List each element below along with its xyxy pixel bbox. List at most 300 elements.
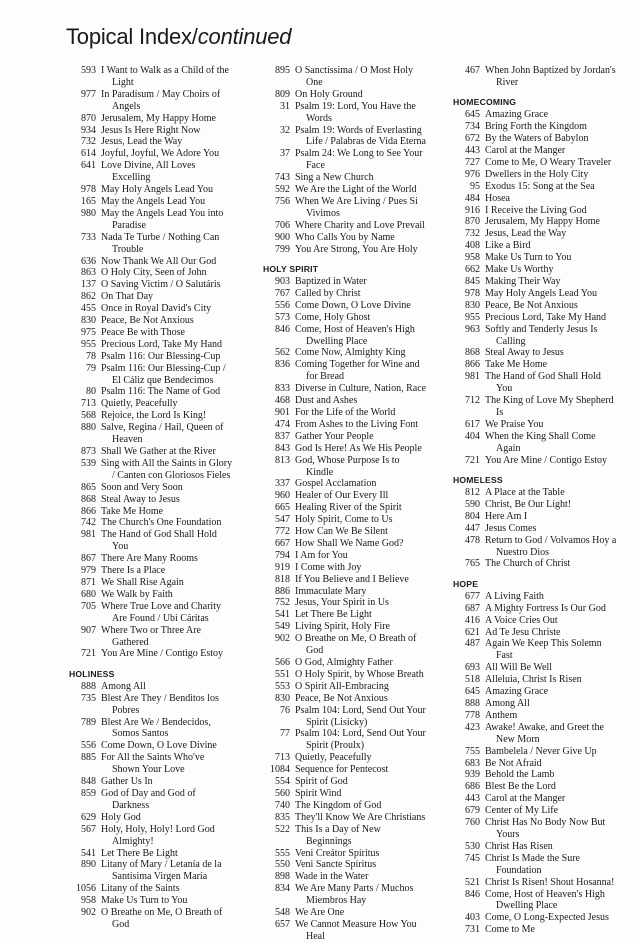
hymn-title-continuation: for Bread (306, 371, 345, 383)
hymn-title (100, 363, 246, 387)
index-column-3 (452, 65, 630, 936)
index-entry (262, 586, 440, 598)
hymn-title (484, 276, 630, 288)
hymn-number: 687 (465, 602, 480, 614)
hymn-title-continuation: Excelling (112, 172, 151, 184)
hymn-number: 735 (81, 692, 96, 704)
hymn-title-continuation: Somos Santos (112, 728, 169, 740)
index-entry (262, 478, 440, 490)
hymn-title (294, 669, 440, 681)
index-entry (262, 65, 440, 89)
index-entry (262, 705, 440, 729)
hymn-title (100, 907, 246, 931)
hymn-title-line: There Is a Place (101, 565, 166, 577)
index-column-1 (68, 65, 246, 931)
index-entry (452, 133, 630, 145)
hymn-title (484, 431, 630, 455)
section-heading: HOPE (453, 578, 479, 589)
hymn-number: 80 (86, 386, 96, 398)
hymn-title (100, 848, 246, 860)
hymn-number: 760 (465, 817, 480, 829)
hymn-number: 955 (81, 338, 96, 350)
index-entry (68, 422, 246, 446)
hymn-number: 809 (275, 88, 290, 100)
hymn-title (484, 499, 630, 511)
hymn-title (294, 431, 440, 443)
hymn-number: 554 (275, 776, 290, 788)
index-entry (262, 848, 440, 860)
hymn-title-line: Again We Keep This Solemn (485, 638, 602, 650)
hymn-number: 539 (81, 457, 96, 469)
hymn-number: 77 (280, 728, 290, 740)
hymn-title-line: How Shall We Name God? (295, 537, 404, 549)
hymn-title (294, 455, 440, 479)
hymn-title (294, 196, 440, 220)
hymn-title-line: Precious Lord, Take My Hand (101, 338, 223, 350)
hymn-title (294, 101, 440, 125)
hymn-number: 980 (81, 207, 96, 219)
hymn-title-continuation: Foundation (496, 864, 542, 876)
hymn-title-line: Jesus, Lead the Way (485, 228, 567, 240)
index-entry (68, 267, 246, 279)
hymn-title-line: God of Day and God of (101, 787, 196, 799)
index-entry (68, 601, 246, 625)
index-entry (452, 523, 630, 535)
hymn-title-continuation: One (306, 76, 323, 88)
index-entry (262, 184, 440, 196)
hymn-number: 830 (81, 315, 96, 327)
hymn-title-line: Take Me Home (485, 359, 548, 371)
index-entry (452, 121, 630, 133)
index-entry (262, 288, 440, 300)
hymn-title (294, 407, 440, 419)
hymn-title-continuation: Words (306, 112, 332, 124)
hymn-number: 740 (275, 799, 290, 811)
hymn-title (100, 458, 246, 482)
hymn-title-continuation: Dwelling Place (496, 900, 558, 912)
hymn-number: 755 (465, 745, 480, 757)
hymn-number: 37 (280, 148, 290, 160)
hymn-title (294, 764, 440, 776)
hymn-title (294, 443, 440, 455)
index-entry (452, 487, 630, 499)
hymn-title (100, 482, 246, 494)
hymn-title (100, 327, 246, 339)
hymn-title (294, 800, 440, 812)
hymn-number: 902 (81, 907, 96, 919)
hymn-title-line: O Holy City, Seen of John (101, 267, 207, 279)
hymn-title-line: Litany of the Saints (101, 883, 180, 895)
hymn-title-line: Joyful, Joyful, We Adore You (101, 148, 220, 160)
index-entry (452, 264, 630, 276)
hymn-title (294, 395, 440, 407)
hymn-title (100, 160, 246, 184)
hymn-number: 731 (465, 924, 480, 936)
hymn-number: 686 (465, 781, 480, 793)
index-entry (452, 758, 630, 770)
hymn-number: 979 (81, 565, 96, 577)
hymn-title-continuation: Spirit (Lisicky) (306, 716, 368, 728)
index-entry (68, 517, 246, 529)
index-entry (452, 722, 630, 746)
hymn-title-line: Healer of Our Every Ill (295, 490, 389, 502)
index-entry (452, 615, 630, 627)
hymn-number: 743 (275, 172, 290, 184)
hymn-title-line: Dust and Ashes (295, 395, 358, 407)
index-entry (68, 315, 246, 327)
index-entry (262, 788, 440, 800)
hymn-title-line: Holy Spirit, Come to Us (295, 514, 393, 526)
hymn-title (484, 627, 630, 639)
hymn-number: 672 (465, 133, 480, 145)
hymn-number: 963 (465, 323, 480, 335)
index-entry (452, 912, 630, 924)
index-entry (262, 824, 440, 848)
index-entry (452, 252, 630, 264)
hymn-title-line: On Holy Ground (295, 88, 363, 100)
hymn-number: 549 (275, 621, 290, 633)
hymn-number: 683 (465, 757, 480, 769)
index-entry (262, 347, 440, 359)
hymn-title (484, 638, 630, 662)
hymn-number: 573 (275, 311, 290, 323)
hymn-title (294, 574, 440, 586)
hymn-number: 547 (275, 514, 290, 526)
hymn-title-line: They'll Know We Are Christians (295, 811, 426, 823)
hymn-number: 934 (81, 124, 96, 136)
hymn-title-line: You Are Mine / Contigo Estoy (485, 454, 608, 466)
index-entry (452, 181, 630, 193)
hymn-title (294, 597, 440, 609)
hymn-number: 727 (465, 156, 480, 168)
hymn-title-line: God Is Here! As We His People (295, 442, 422, 454)
hymn-title-line: Quietly, Peacefully (101, 398, 178, 410)
hymn-number: 541 (275, 609, 290, 621)
hymn-number: 705 (81, 600, 96, 612)
index-entry (262, 148, 440, 172)
hymn-number: 916 (465, 204, 480, 216)
index-entry (452, 591, 630, 603)
index-entry (262, 455, 440, 479)
hymn-title-line: Gather Your People (295, 430, 374, 442)
hymn-number: 978 (465, 287, 480, 299)
index-entry (68, 136, 246, 148)
hymn-title-line: This Is a Day of New (295, 823, 381, 835)
index-entry (68, 529, 246, 553)
hymn-title (294, 871, 440, 883)
hymn-title (484, 853, 630, 877)
hymn-title (100, 291, 246, 303)
hymn-title (484, 347, 630, 359)
hymn-number: 679 (465, 805, 480, 817)
index-entry (68, 184, 246, 196)
index-entry (262, 562, 440, 574)
index-entry (452, 169, 630, 181)
hymn-title-line: I Come with Joy (295, 561, 362, 573)
hymn-title-line: Come, Host of Heaven's High (485, 888, 605, 900)
hymn-number: 843 (275, 442, 290, 454)
hymn-title (484, 924, 630, 936)
hymn-number: 408 (465, 240, 480, 252)
index-entry (262, 502, 440, 514)
hymn-title (484, 395, 630, 419)
index-entry (452, 710, 630, 722)
hymn-title-line: O God, Almighty Father (295, 657, 393, 668)
hymn-title (294, 526, 440, 538)
hymn-title (100, 752, 246, 776)
hymn-title (294, 244, 440, 256)
section-heading: HOLY SPIRIT (263, 264, 319, 275)
page-title (66, 24, 291, 50)
index-entry (262, 244, 440, 256)
hymn-title (100, 812, 246, 824)
hymn-title (100, 315, 246, 327)
hymn-title-line: Come, Holy Ghost (295, 311, 371, 323)
hymn-title-line: Steal Away to Jesus (101, 493, 180, 505)
hymn-number: 745 (465, 852, 480, 864)
hymn-title (294, 359, 440, 383)
hymn-number: 487 (465, 638, 480, 650)
hymn-title (294, 514, 440, 526)
hymn-title (294, 776, 440, 788)
hymn-title (294, 490, 440, 502)
index-entry (68, 895, 246, 907)
hymn-number: 713 (81, 398, 96, 410)
hymn-title-line: Sequence for Pentecost (295, 764, 389, 776)
hymn-number: 474 (275, 418, 290, 430)
hymn-number: 804 (465, 510, 480, 522)
hymn-title (100, 601, 246, 625)
hymn-title-line: We Are the Light of the World (295, 184, 417, 196)
index-entry (262, 752, 440, 764)
hymn-title-line: I Am for You (295, 549, 348, 561)
hymn-number: 846 (275, 323, 290, 335)
hymn-title-continuation: You (112, 541, 129, 553)
hymn-number: 467 (465, 65, 480, 76)
index-entry (68, 410, 246, 422)
index-entry (262, 859, 440, 871)
hymn-title (294, 232, 440, 244)
hymn-title-continuation: Gathered (112, 636, 149, 648)
index-entry (262, 633, 440, 657)
hymn-number: 888 (465, 698, 480, 709)
index-entry (262, 812, 440, 824)
hymn-title-line: Amazing Grace (485, 109, 549, 121)
index-entry (68, 848, 246, 860)
index-entry (262, 597, 440, 609)
hymn-title-line: Amazing Grace (485, 686, 549, 698)
index-entry (68, 883, 246, 895)
hymn-title-line: Living Spirit, Holy Fire (295, 621, 390, 633)
hymn-title (484, 746, 630, 758)
hymn-number: 836 (275, 359, 290, 371)
hymn-title (294, 312, 440, 324)
hymn-title (294, 609, 440, 621)
hymn-title-line: Here Am I (485, 510, 528, 522)
index-entry (452, 817, 630, 841)
index-entry (452, 686, 630, 698)
hymn-title (294, 812, 440, 824)
hymn-title-line: When the King Shall Come (485, 430, 596, 442)
hymn-title-line: From Ashes to the Living Font (295, 418, 419, 430)
hymn-number: 830 (465, 299, 480, 311)
hymn-number: 830 (275, 692, 290, 704)
hymn-number: 521 (465, 876, 480, 888)
hymn-number: 403 (465, 912, 480, 924)
hymn-title-line: Psalm 116: The Name of God (101, 386, 221, 398)
hymn-number: 895 (275, 65, 290, 76)
hymn-title-continuation: Again (496, 442, 521, 454)
index-entry (452, 511, 630, 523)
hymn-title-line: Spirit of God (295, 776, 348, 788)
index-entry (68, 717, 246, 741)
hymn-title-line: By the Waters of Babylon (485, 133, 589, 145)
hymn-title-continuation: Almighty! (112, 835, 154, 847)
index-entry (262, 728, 440, 752)
hymn-number: 888 (81, 680, 96, 692)
hymn-title-line: Psalm 104: Lord, Send Out Your (295, 704, 426, 716)
index-entry (68, 89, 246, 113)
hymn-title (484, 312, 630, 324)
hymn-title (100, 506, 246, 518)
section-heading: HOMELESS (453, 475, 503, 486)
hymn-title (484, 511, 630, 523)
hymn-number: 834 (275, 883, 290, 895)
hymn-title (100, 859, 246, 883)
hymn-title-line: I Want to Walk as a Child of the (101, 65, 229, 76)
hymn-number: 846 (465, 888, 480, 900)
index-entry (452, 746, 630, 758)
index-entry (452, 312, 630, 324)
hymn-title-line: We Cannot Measure How You (295, 918, 417, 930)
index-entry (452, 499, 630, 511)
hymn-number: 813 (275, 454, 290, 466)
hymn-title (100, 113, 246, 125)
hymn-title-line: A Living Faith (485, 590, 544, 602)
hymn-title (484, 769, 630, 781)
hymn-title-line: Bring Forth the Kingdom (485, 121, 587, 133)
index-entry (262, 359, 440, 383)
hymn-title (484, 535, 630, 559)
hymn-number: 32 (280, 124, 290, 136)
index-entry (68, 363, 246, 387)
hymn-title (484, 781, 630, 793)
hymn-title (294, 125, 440, 149)
hymn-title (294, 859, 440, 871)
hymn-number: 551 (275, 668, 290, 680)
hymn-number: 677 (465, 590, 480, 602)
index-entry (452, 558, 630, 570)
index-entry (452, 805, 630, 817)
hymn-number: 665 (275, 502, 290, 514)
index-entry (68, 160, 246, 184)
hymn-number: 31 (280, 100, 290, 112)
hymn-title (294, 752, 440, 764)
hymn-title-line: Diverse in Culture, Nation, Race (295, 383, 427, 395)
hymn-title-line: All Will Be Well (485, 662, 553, 674)
hymn-number: 455 (81, 303, 96, 315)
index-entry (68, 648, 246, 660)
hymn-title-line: The Hand of God Shall Hold (101, 529, 217, 541)
hymn-title-line: Blest Be the Lord (485, 781, 556, 793)
hymn-title-line: The Church of Christ (485, 558, 571, 570)
hymn-title-line: O Saving Victim / O Salutáris (101, 279, 221, 291)
index-entry (68, 506, 246, 518)
hymn-title-line: Salve, Regina / Hail, Queen of (101, 422, 224, 434)
index-entry (262, 172, 440, 184)
hymn-number: 863 (81, 267, 96, 279)
hymn-title-line: Christ, Be Our Light! (485, 498, 572, 510)
index-entry (262, 383, 440, 395)
hymn-title-line: Ad Te Jesu Christe (485, 626, 561, 638)
hymn-number: 871 (81, 576, 96, 588)
hymn-title (294, 562, 440, 574)
hymn-title (294, 184, 440, 196)
index-entry (452, 240, 630, 252)
index-entry (452, 924, 630, 936)
hymn-number: 137 (81, 279, 96, 291)
hymn-number: 416 (465, 614, 480, 626)
hymn-number: 866 (465, 359, 480, 371)
hymn-title (484, 157, 630, 169)
hymn-title-line: Among All (101, 680, 146, 692)
hymn-title-line: Psalm 116: Our Blessing-Cup / (101, 362, 226, 374)
hymn-title-line: Let There Be Light (295, 609, 372, 621)
hymn-title (484, 181, 630, 193)
hymn-title (484, 371, 630, 395)
hymn-title (100, 196, 246, 208)
hymn-title (484, 558, 630, 570)
hymn-title-line: Christ Has Risen (485, 840, 553, 852)
hymn-title (100, 517, 246, 529)
hymn-title (484, 698, 630, 710)
hymn-number: 566 (275, 657, 290, 668)
hymn-number: 518 (465, 674, 480, 686)
hymn-title-line: Softly and Tenderly Jesus Is (485, 323, 598, 335)
hymn-title (294, 633, 440, 657)
hymn-title (294, 621, 440, 633)
index-entry (452, 841, 630, 853)
hymn-number: 556 (275, 299, 290, 311)
index-entry (262, 220, 440, 232)
hymn-title (294, 883, 440, 907)
hymn-number: 734 (465, 121, 480, 133)
hymn-number: 79 (86, 362, 96, 374)
index-entry (68, 752, 246, 776)
index-entry (452, 638, 630, 662)
hymn-title (484, 722, 630, 746)
hymn-title-line: Come to Me, O Weary Traveler (485, 156, 612, 168)
hymn-title-line: Jesus Is Here Right Now (101, 124, 201, 136)
index-entry (68, 788, 246, 812)
hymn-title-line: A Place at the Table (485, 487, 565, 498)
index-entry (452, 205, 630, 217)
hymn-title (484, 216, 630, 228)
hymn-title-line: Holy God (101, 811, 141, 823)
hymn-title (100, 398, 246, 410)
hymn-title (484, 252, 630, 264)
hymn-title-continuation: Light (112, 76, 134, 88)
hymn-title (484, 133, 630, 145)
hymn-title-line: Soon and Very Soon (101, 481, 183, 493)
index-entry (262, 609, 440, 621)
hymn-number: 550 (275, 859, 290, 871)
hymn-title (484, 109, 630, 121)
hymn-title-continuation: God (306, 645, 324, 657)
index-entry (262, 490, 440, 502)
hymn-number: 667 (275, 537, 290, 549)
hymn-number: 95 (470, 180, 480, 192)
